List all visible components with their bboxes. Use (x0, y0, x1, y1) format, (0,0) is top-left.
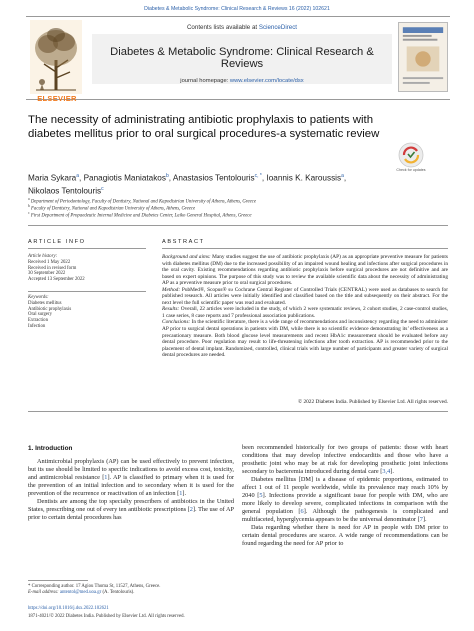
doi-link[interactable]: https://doi.org/10.1016/j.dsx.2022.102621 (28, 606, 109, 611)
history-label: Article history: (28, 254, 58, 259)
citation-link[interactable]: 7 (419, 516, 423, 523)
citation-link[interactable]: 6 (300, 508, 304, 515)
body-text: ]. (182, 490, 187, 497)
abstract-rule (162, 248, 448, 249)
body-text: Diabetes mellitus [DM] is a disease of epidemic proportions, estimated to affect 1 out of 11 people worldwide, while its prevalence may reach 10% by 2040 [ (242, 476, 448, 499)
abstract-copyright: © 2022 Diabetes India. Published by Elsevier Ltd. All rights reserved. (298, 399, 448, 405)
abstract-heading: ABSTRACT (162, 239, 205, 245)
body-left-column (28, 458, 234, 522)
abstract-background-text: Many studies suggest the use of antibiotic prophylaxis (AP) as an appropriate preventive measure for patients with diabetes mellitus (DM) due to the increased possibility of an impaired wound healing and infections after surgical procedures in the oral cavity. Existing recommendations regarding antibiotic prophylaxis before surgical procedures are not definitive and are based on expert opinions. The purpose of this study was to review the available scientific data about the necessity of administrating AP as a preventive measure prior to oral surgical procedures. (162, 254, 448, 287)
author-affiliation-mark: a (341, 173, 344, 179)
footnote-text: * Corresponding author. 17 Agiou Thoma St, 11527, Athens, Greece. (28, 584, 161, 589)
abstract-results-label: Results: (162, 306, 180, 313)
article-history (28, 254, 128, 283)
affiliation-text: Faculty of Dentistry, National and Kapodistrian University of Athens, Athens, Greece (31, 206, 196, 212)
email-suffix: (A. Tentolouris). (101, 590, 135, 595)
abstract-background (162, 254, 448, 287)
affiliation-mark: b (28, 204, 30, 208)
elsevier-wordmark: ELSEVIER (37, 94, 77, 103)
article-title: The necessity of administrating antibiotic prophylaxis to patients with diabetes mellitus prior to oral surgical procedures-a systematic review (28, 114, 380, 140)
body-text: Antimicrobial prophylaxis (AP) can be used effectively to prevent infection, but its use should be limited to specific indications to avoid excess cost, toxicity, and antimicrobial resistance [ (28, 458, 234, 481)
contents-prefix: Contents lists available at (186, 24, 259, 31)
affiliation-text: Department of Periodontology, Faculty of Dentistry, National and Kapodistrian University of Athens, Athens, Greece (30, 199, 257, 205)
header-rule (28, 225, 448, 226)
affiliation-mark: c (28, 211, 30, 215)
keyword: Diabetes mellitus (28, 300, 62, 306)
body-paragraph (28, 458, 234, 498)
keyword: Extraction (28, 318, 48, 324)
keyword: Oral surgery (28, 312, 53, 318)
affiliation-text: First Department of Propaedeutic Internal Medicine and Diabetes Center, Laiko General Hospital, Athens, Greece (30, 213, 252, 219)
history-item: Received in revised form (28, 265, 77, 271)
issn-line: 1871-4021/© 2022 Diabetes India. Published by Elsevier Ltd. All rights reserved. (28, 614, 185, 619)
journal-title: Diabetes & Metabolic Syndrome: Clinical Research & Reviews (110, 46, 374, 70)
author[interactable]: Anastasios Tentolouris (172, 173, 255, 183)
author-affiliation-mark: a (76, 173, 80, 179)
keyword: Antibiotic prophylaxis (28, 306, 72, 312)
body-paragraph (242, 476, 448, 524)
keywords (28, 295, 128, 330)
body-right-column (242, 444, 448, 548)
abstract-body (162, 254, 448, 359)
author[interactable]: Maria Sykara (28, 173, 77, 183)
body-paragraph (242, 444, 448, 476)
body-paragraph: Data regarding whether there is need for AP in people with DM prior to certain dental procedures are scarce. A wide range of recommendations can be found regarding the need for AP prior to (242, 524, 448, 547)
history-item: Received 1 May 2022 (28, 259, 71, 265)
elsevier-tree-logo (30, 20, 82, 94)
body-text: ]. Infections provide a significant issue for people with DM, who are more likely to develop severe, complicated infections in comparison with the general population [ (242, 492, 448, 515)
author-email-link[interactable]: antentol@med.uoa.gr (59, 590, 102, 595)
abstract-conclusions-text: In the scientific literature, there is a wide range of recommendations and inconsistency regarding the need to administer AP prior to surgical dental operations in patients with DM, while there is no scientific evidence demonstrating its’ effectiveness as a precautionary measure. Both blood glucose level measurements and recent HbA1c measurement should be evaluated before any dental procedure. Poor regulation may result to life-threatening infections after tooth extraction. AP is recommended prior to the placement of dental implant. Randomized, controlled, clinical trials with large number of participants and greater variety of surgical dental procedures are needed. (162, 319, 448, 359)
abstract-results (162, 306, 448, 319)
footnote-email-line (28, 590, 234, 596)
running-head: Diabetes & Metabolic Syndrome: Clinical Research & Reviews 16 (2022) 102621 (144, 6, 330, 12)
sciencedirect-link[interactable]: ScienceDirect (258, 24, 298, 31)
article-info-rule (28, 248, 146, 249)
footnote-rule (28, 580, 88, 581)
abstract-method-text: PubMed®, Scopus® sυ Cochrane Central Register of Controlled Trials (CENTRAL) were used as databases to search for published research. All articles were initially identified and classified based on the title and subsequently on their abstract. For the next level the full scientific paper was read and evaluated. (162, 286, 448, 306)
keyword: Infection (28, 323, 46, 329)
corresponding-author-footnote (28, 584, 234, 596)
contents-line (92, 24, 392, 31)
author[interactable]: Ioannis K. Karoussis (266, 173, 342, 183)
author[interactable]: Nikolaos Tentolouris (28, 186, 102, 196)
abstract-results-text: Overall, 22 articles were included in the study, of which 2 were systematic reviews, 2 cohort studies, 2 case-control studies, 1 case series, 8 case reports and 7 professional association publications. (162, 306, 449, 319)
abstract-end-rule (28, 411, 448, 412)
body-text: ]. (390, 468, 394, 475)
body-text: been recommended historically for two groups of patients: those with heart conditions that may develop infective endocarditis and those who have a prosthetic joint who may be at risk for developing prosthetic joint infections secondary to bacteremia introduced during dental care [ (242, 444, 448, 475)
affiliation (28, 211, 448, 219)
body-text: ]. Although the pathogenesis is complicated and multifaceted, hyperglycemia appears to be the universal denominator [ (242, 508, 448, 523)
citation-link[interactable]: 3,4 (382, 468, 391, 475)
citation-link[interactable]: 1 (179, 490, 183, 497)
article-info-divider (28, 291, 146, 292)
body-text: Dentists are among the top specialty prescribers of antibiotics in the United States, prescribing one out of every ten antibiotic prescriptions [ (28, 498, 234, 513)
citation-link[interactable]: 1 (104, 474, 108, 481)
history-item: 30 September 2022 (28, 271, 66, 277)
author-affiliation-mark: b (165, 173, 169, 179)
author[interactable]: Panagiotis Maniatakos (83, 173, 166, 183)
history-item: Accepted 13 September 2022 (28, 277, 85, 283)
citation-link[interactable]: 2 (189, 506, 193, 513)
author-list: Maria Sykara$^a$, Panagiotis Maniatakos$^b$, Anastasios Tentolouris$^{c, *}$, Ioannis K. Karoussis$^a$, Nikolaos Tentolouris$^c$ (28, 173, 347, 196)
author-affiliation-mark: c (101, 185, 104, 192)
keywords-label: Keywords: (28, 295, 49, 300)
abstract-background-label: Background and aims: (162, 254, 211, 260)
body-text: ]. AP is classified to primary when it is used for the prevention of an initial infection and to secondary when it is used for the prevention of the recurrence or reactivation of an infection [ (28, 474, 234, 497)
body-text: ]. (422, 516, 427, 523)
author-affiliation-mark: c, * (254, 173, 262, 179)
body-text: ]. The use of AP prior to certain dental procedures has (28, 506, 234, 521)
abstract-conclusions (162, 319, 448, 358)
journal-homepage (92, 78, 392, 84)
homepage-prefix: journal homepage: (180, 78, 230, 84)
abstract-method-label: Method: (162, 286, 181, 293)
check-for-updates-icon[interactable] (398, 142, 424, 168)
journal-cover-image (398, 22, 448, 92)
article-info-heading: ARTICLE INFO (28, 239, 86, 245)
doi-line (28, 606, 109, 612)
affiliation-mark: a (28, 197, 30, 201)
section-heading-introduction: 1. Introduction (28, 445, 73, 452)
homepage-link[interactable]: www.elsevier.com/locate/dsx (229, 78, 304, 84)
body-paragraph (28, 498, 234, 522)
citation-link[interactable]: 5 (259, 492, 263, 499)
check-for-updates-label[interactable]: Check for updates (396, 168, 426, 172)
abstract-method (162, 287, 448, 307)
email-label: E-mail address: (28, 590, 60, 595)
abstract-conclusions-label: Conclusions: (162, 319, 191, 326)
